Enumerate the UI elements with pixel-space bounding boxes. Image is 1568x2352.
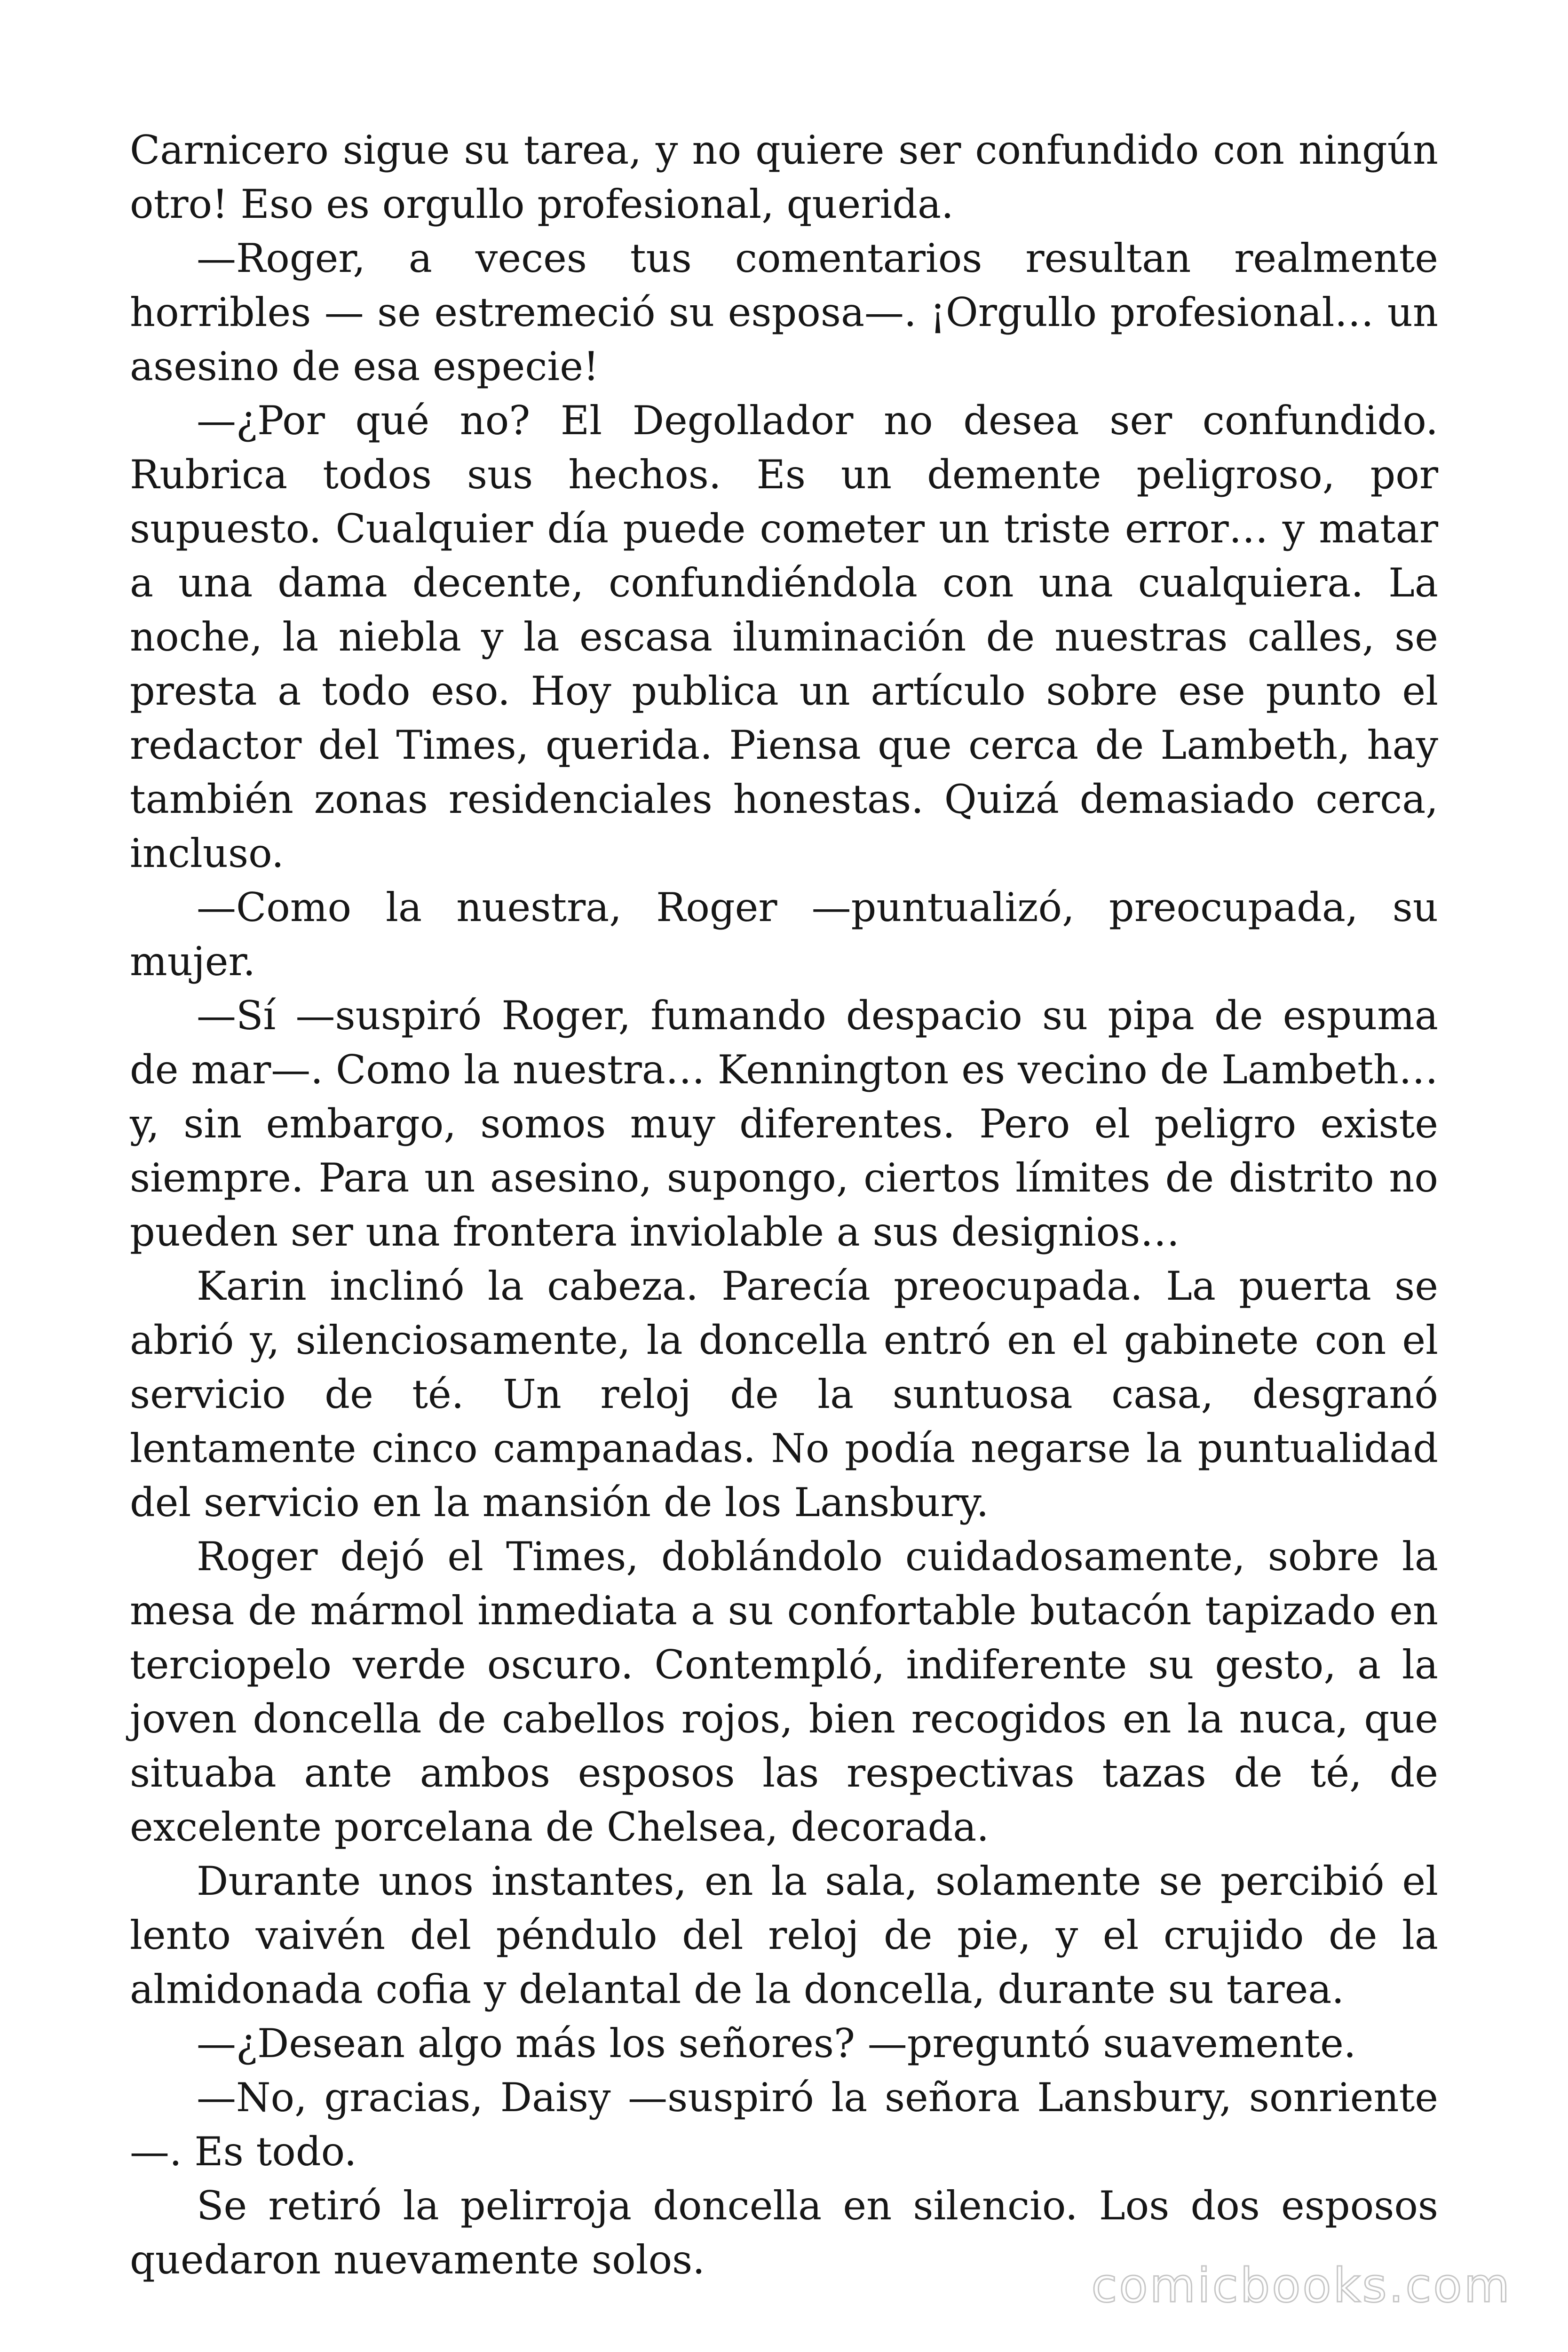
paragraph: —Roger, a veces tus comentarios resultan realmente horribles — se estremeció su esposa—. ¡Orgullo profesional… un asesino de esa especie! [130, 235, 1438, 389]
watermark: comicbooks.com [1091, 2258, 1512, 2313]
paragraph: Durante unos instantes, en la sala, solamente se percibió el lento vaivén del péndulo del reloj de pie, y el crujido de la almidonada cofia y delantal de la doncella, durante su tarea. [130, 1858, 1438, 2012]
paragraph: —Como la nuestra, Roger —puntualizó, preocupada, su mujer. [130, 884, 1438, 985]
paragraph: —Sí —suspiró Roger, fumando despacio su pipa de espuma de mar—. Como la nuestra… Kennington es vecino de Lambeth… y, sin embargo, somos muy diferentes. Pero el peligro existe siempre. Para un asesino, supongo, ciertos límites de distrito no pueden ser una frontera inviolable a sus designios… [130, 993, 1438, 1255]
paragraph: Roger dejó el Times, doblándolo cuidadosamente, sobre la mesa de mármol inmediata a su confortable butacón tapizado en terciopelo verde oscuro. Contempló, indiferente su gesto, a la joven doncella de cabellos rojos, bien recogidos en la nuca, que situaba ante ambos esposos las respectivas tazas de té, de excelente porcelana de Chelsea, decorada. [130, 1534, 1438, 1850]
paragraph: —No, gracias, Daisy —suspiró la señora Lansbury, sonriente—. Es todo. [130, 2074, 1438, 2175]
paragraph: Se retiró la pelirroja doncella en silencio. Los dos esposos quedaron nuevamente solos. [130, 2183, 1438, 2283]
paragraph: —¿Por qué no? El Degollador no desea ser confundido. Rubrica todos sus hechos. Es un demente peligroso, por supuesto. Cualquier día puede cometer un triste error… y matar a una dama decente, confundiéndola con una cualquiera. La noche, la niebla y la escasa iluminación de nuestras calles, se presta a todo eso. Hoy publica un artículo sobre ese punto el redactor del Times, querida. Piensa que cerca de Lambeth, hay también zonas residenciales honestas. Quizá demasiado cerca, incluso. [130, 397, 1438, 876]
paragraph: —¿Desean algo más los señores? —preguntó suavemente. [197, 2020, 1356, 2066]
paragraph: Carnicero sigue su tarea, y no quiere ser confundido con ningún otro! Eso es orgullo profesional, querida. [130, 127, 1438, 227]
page-body-text [130, 123, 1438, 2287]
paragraph: Karin inclinó la cabeza. Parecía preocupada. La puerta se abrió y, silenciosamente, la doncella entró en el gabinete con el servicio de té. Un reloj de la suntuosa casa, desgranó lentamente cinco campanadas. No podía negarse la puntualidad del servicio en la mansión de los Lansbury. [130, 1263, 1438, 1526]
